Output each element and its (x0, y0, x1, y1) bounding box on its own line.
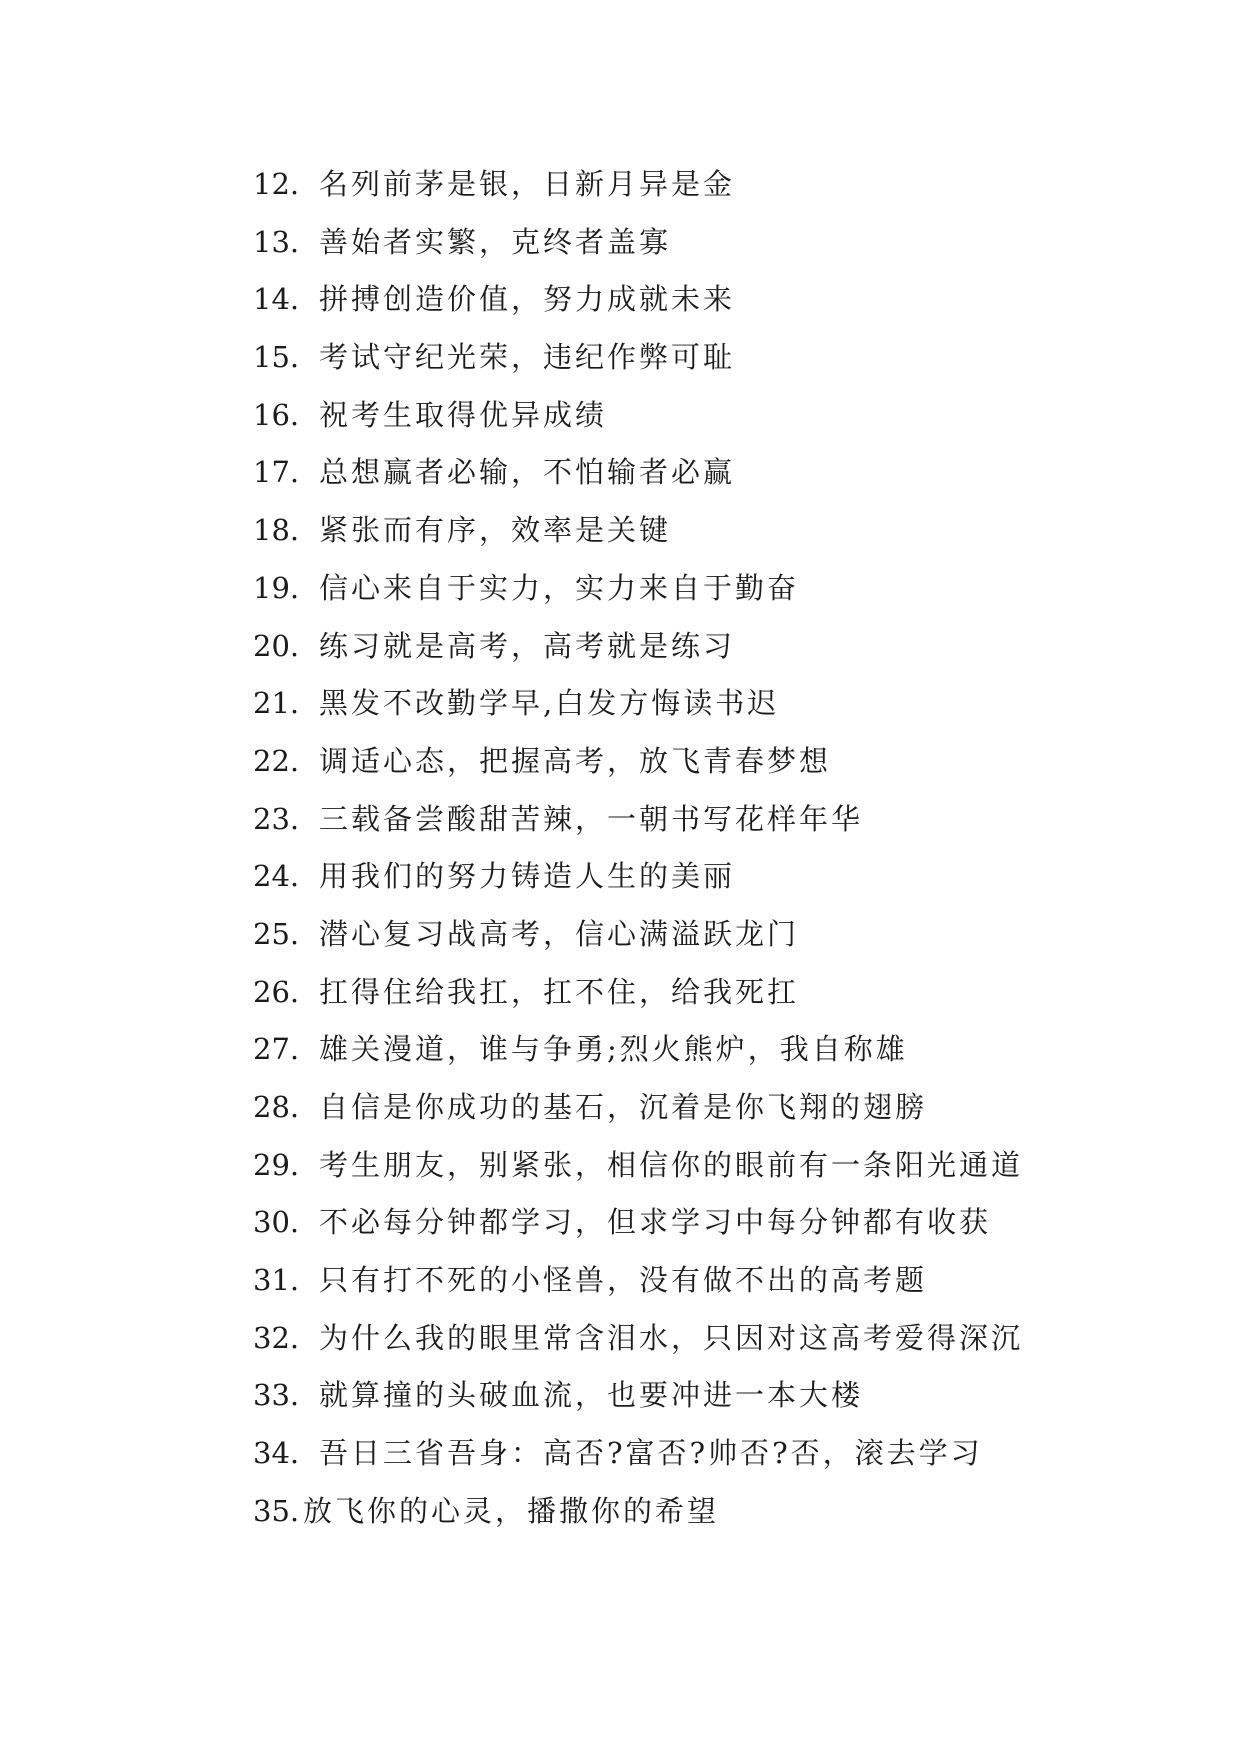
item-number: 17. (253, 455, 300, 490)
item-number: 14. (253, 282, 300, 317)
item-text: 三载备尝酸甜苦辣，一朝书写花样年华 (319, 801, 864, 836)
list-item (253, 1079, 1023, 1137)
item-text: 扛得住给我扛，扛不住，给我死扛 (319, 974, 800, 1009)
item-number: 23. (253, 801, 300, 836)
item-number: 28. (253, 1090, 300, 1124)
item-number: 21. (253, 686, 300, 721)
list-item (253, 906, 1023, 964)
item-text: 善始者实繁，克终者盖寡 (319, 224, 672, 259)
item-text: 不必每分钟都学习，但求学习中每分钟都有收获 (319, 1205, 992, 1240)
list-item (253, 444, 1023, 502)
item-number: 32. (253, 1320, 300, 1355)
slogan-list (253, 156, 1023, 1541)
item-number: 33. (253, 1378, 300, 1413)
item-text: 拼搏创造价值，努力成就未来 (319, 282, 736, 317)
item-number: 22. (253, 743, 300, 778)
list-item (253, 618, 1023, 676)
item-text: 只有打不死的小怪兽，没有做不出的高考题 (319, 1263, 928, 1298)
item-text: 名列前茅是银，日新月异是金 (319, 167, 736, 201)
item-number: 15. (253, 340, 300, 375)
item-number: 30. (253, 1205, 300, 1240)
item-text: 雄关漫道，谁与争勇;烈火熊炉，我自称雄 (319, 1032, 908, 1067)
list-item (253, 1137, 1023, 1195)
item-number: 12. (253, 167, 300, 201)
item-number: 25. (253, 916, 300, 951)
list-item (253, 560, 1023, 618)
item-number: 35. (253, 1493, 300, 1528)
item-text: 放飞你的心灵，播撒你的希望 (303, 1493, 720, 1528)
item-text: 信心来自于实力，实力来自于勤奋 (319, 570, 800, 605)
item-number: 26. (253, 974, 300, 1009)
list-item (253, 1310, 1023, 1368)
item-number: 18. (253, 513, 300, 548)
list-item (253, 675, 1023, 733)
item-text: 练习就是高考，高考就是练习 (319, 628, 736, 663)
item-number: 16. (253, 397, 300, 432)
list-item (253, 214, 1023, 272)
list-item (253, 964, 1023, 1022)
list-item (253, 1252, 1023, 1310)
list-item (253, 848, 1023, 906)
list-item (253, 1425, 1023, 1483)
item-text: 总想赢者必输，不怕输者必赢 (319, 455, 736, 490)
item-text: 为什么我的眼里常含泪水，只因对这高考爱得深沉 (319, 1320, 1024, 1355)
item-number: 13. (253, 224, 300, 259)
list-item (253, 156, 1023, 214)
item-text: 祝考生取得优异成绩 (319, 397, 608, 432)
item-number: 24. (253, 859, 300, 894)
item-number: 29. (253, 1147, 300, 1182)
item-text: 调适心态，把握高考，放飞青春梦想 (319, 743, 832, 778)
list-item (253, 271, 1023, 329)
item-text: 就算撞的头破血流，也要冲进一本大楼 (319, 1378, 864, 1413)
item-number: 20. (253, 628, 300, 663)
list-item (253, 791, 1023, 849)
list-item (253, 329, 1023, 387)
item-text: 黑发不改勤学早,白发方悔读书迟 (319, 686, 780, 721)
item-text: 考生朋友，别紧张，相信你的眼前有一条阳光通道 (319, 1147, 1024, 1182)
item-number: 19. (253, 570, 300, 605)
item-text: 自信是你成功的基石，沉着是你飞翔的翅膀 (319, 1090, 928, 1124)
item-number: 34. (253, 1436, 300, 1471)
list-item (253, 733, 1023, 791)
item-text: 潜心复习战高考，信心满溢跃龙门 (319, 916, 800, 951)
list-item (253, 1367, 1023, 1425)
list-item (253, 387, 1023, 445)
list-item (253, 1194, 1023, 1252)
list-item (253, 1483, 1023, 1541)
item-text: 用我们的努力铸造人生的美丽 (319, 859, 736, 894)
item-number: 31. (253, 1263, 300, 1298)
item-text: 考试守纪光荣，违纪作弊可耻 (319, 340, 736, 375)
item-number: 27. (253, 1032, 300, 1067)
list-item (253, 502, 1023, 560)
list-item (253, 1021, 1023, 1079)
item-text: 吾日三省吾身：高否?富否?帅否?否，滚去学习 (319, 1436, 983, 1471)
item-text: 紧张而有序，效率是关键 (319, 513, 672, 548)
